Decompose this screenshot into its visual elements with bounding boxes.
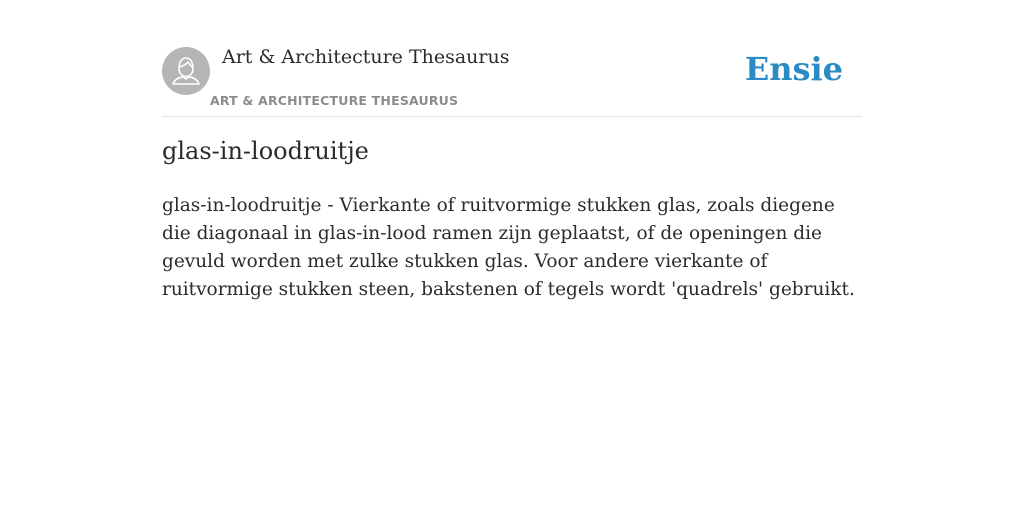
page-header <box>162 40 862 117</box>
avatar[interactable] <box>162 47 210 95</box>
source-label[interactable]: ART & ARCHITECTURE THESAURUS <box>210 93 459 108</box>
entry-definition: glas-in-loodruitje - Vierkante of ruitvormige stukken glas, zoals diegene die diagonaal in glas-in-lood ramen zijn geplaatst, of de openingen die gevuld worden met zulke stukken glas. Voor andere vierkante of ruitvormige stukken steen, bakstenen of tegels wordt 'quadrels' gebruikt. <box>162 195 855 300</box>
entry-title: glas-in-loodruitje <box>162 137 369 165</box>
author-name[interactable]: Art & Architecture Thesaurus <box>222 46 510 68</box>
user-icon <box>162 47 210 95</box>
brand-logo[interactable]: Ensie <box>744 50 843 88</box>
